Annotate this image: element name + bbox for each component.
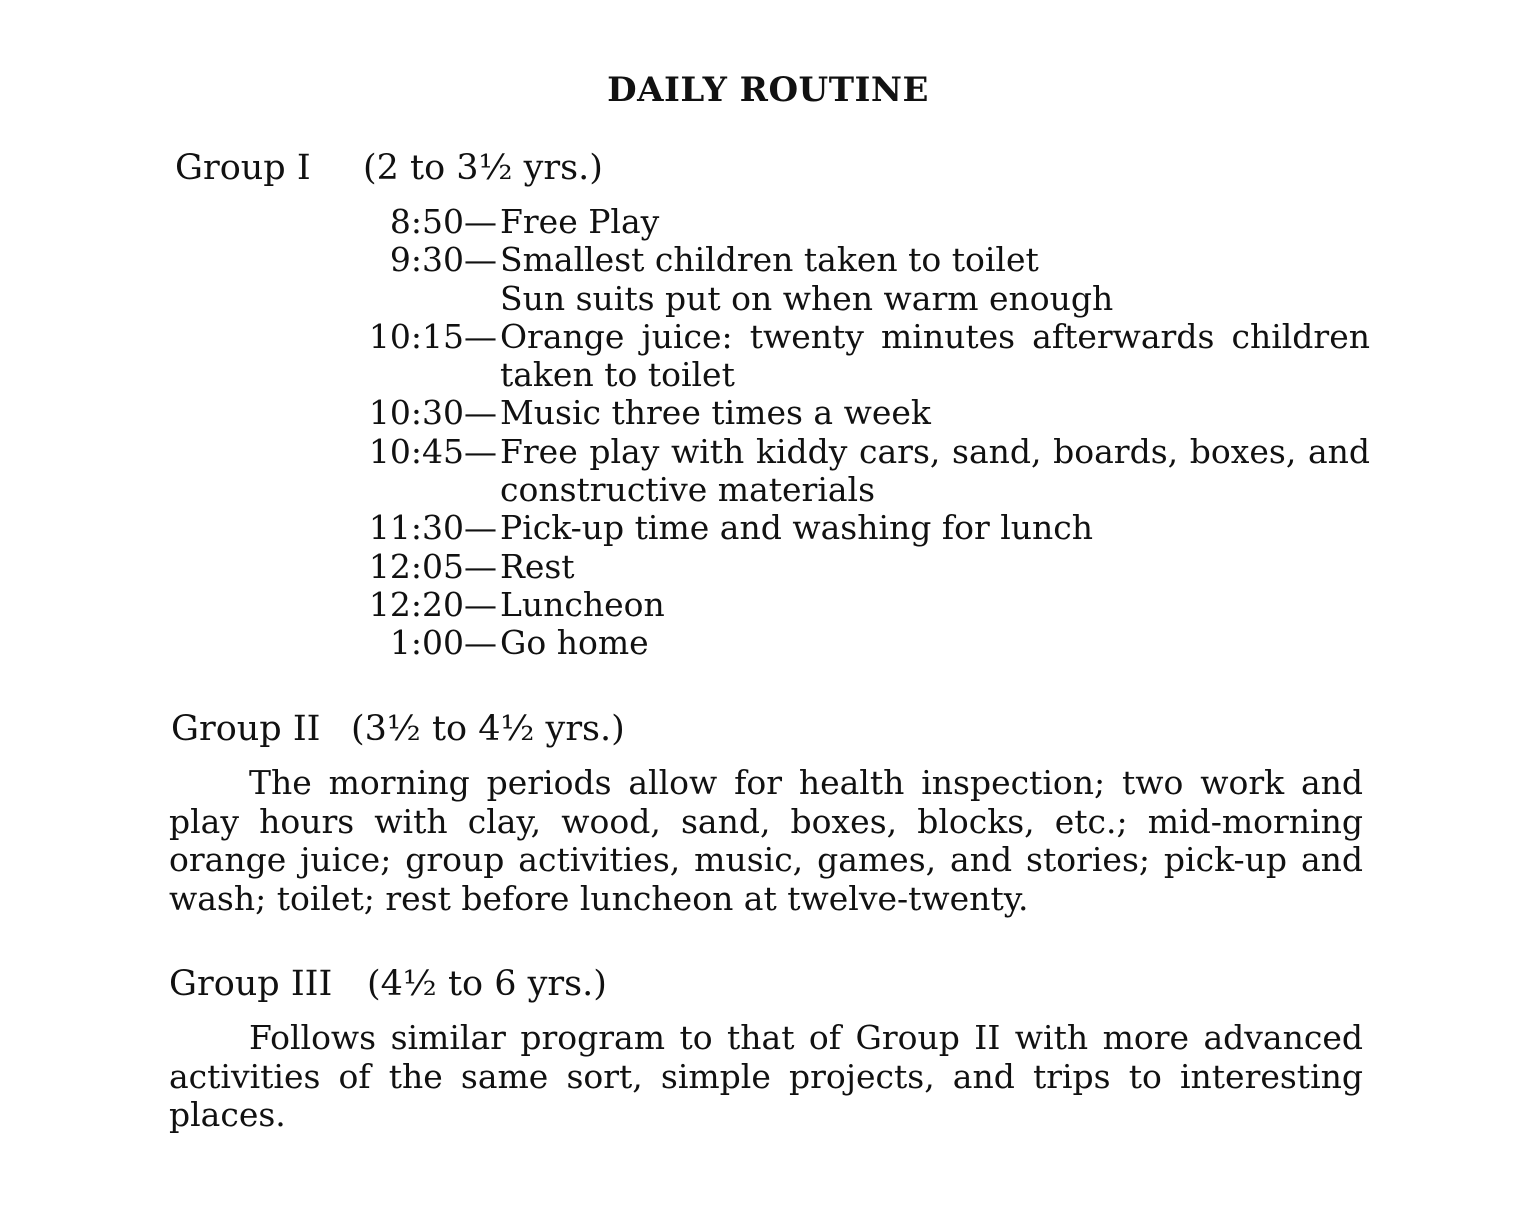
group-ii-description: The morning periods allow for health inspection; two work and play hours with clay, wood, sand, boxes, blocks, etc.; mid-morning orange juice; group activities, music, games, and stories; pick-up and wash; toilet; rest before luncheon at twelve-twenty. bbox=[169, 763, 1363, 918]
group-iii-heading bbox=[169, 964, 607, 1004]
group-ii-ages: (3½ to 4½ yrs.) bbox=[351, 709, 625, 749]
schedule-activity: Go home bbox=[500, 623, 649, 663]
schedule-entry: 10:30 — Music three times a week bbox=[360, 394, 1370, 432]
schedule-activity: Pick-up time and washing for lunch bbox=[500, 508, 1094, 548]
schedule-activity: Smallest children taken to toilet bbox=[500, 240, 1039, 280]
schedule-time: 12:05 bbox=[368, 546, 464, 586]
schedule-activity: Music three times a week bbox=[500, 393, 931, 433]
group-i-heading bbox=[175, 148, 603, 188]
schedule-time: 10:45 bbox=[368, 431, 464, 471]
schedule-activity: Rest bbox=[500, 546, 575, 586]
schedule-activity: Free Play bbox=[500, 202, 660, 241]
schedule-time: 8:50 bbox=[389, 202, 464, 241]
schedule-time: 1:00 bbox=[389, 623, 464, 663]
schedule-activity: Free play with kiddy cars, sand, boards, boxes, and constructive materials bbox=[500, 431, 1370, 510]
schedule-entry: 12:20 — Luncheon bbox=[360, 586, 1370, 624]
schedule-entry: 10:15 — Orange juice: twenty minutes afterwards children taken to toilet bbox=[360, 318, 1370, 395]
page-title: DAILY ROUTINE bbox=[607, 70, 929, 110]
group-i-name: Group I bbox=[175, 148, 311, 188]
schedule-activity-continuation: Sun suits put on when warm enough bbox=[500, 278, 1114, 318]
schedule-entry: 9:30 — Smallest children taken to toilet Sun suits put on when warm enough bbox=[360, 241, 1370, 318]
group-iii-name: Group III bbox=[169, 964, 333, 1004]
group-ii-heading bbox=[171, 709, 625, 749]
schedule-activity: Orange juice: twenty minutes afterwards children taken to toilet bbox=[500, 316, 1370, 395]
schedule-entry: 1:00 — Go home bbox=[360, 624, 1370, 662]
schedule-entry: 10:45 — Free play with kiddy cars, sand, boards, boxes, and constructive materials bbox=[360, 433, 1370, 510]
schedule-time: 10:30 bbox=[368, 393, 464, 433]
group-ii-name: Group II bbox=[171, 709, 321, 749]
schedule-entry: 8:50 — Free Play bbox=[360, 203, 1370, 241]
group-iii-description: Follows similar program to that of Group II with more advanced activities of the same sort, simple projects, and trips to interesting places. bbox=[169, 1018, 1363, 1134]
group-i-schedule bbox=[360, 203, 1370, 663]
schedule-entry: 11:30 — Pick-up time and washing for lunch bbox=[360, 509, 1370, 547]
schedule-time: 11:30 bbox=[368, 508, 464, 548]
schedule-entry: 12:05 — Rest bbox=[360, 548, 1370, 586]
schedule-activity: Luncheon bbox=[500, 584, 665, 624]
group-iii-ages: (4½ to 6 yrs.) bbox=[367, 964, 607, 1004]
schedule-time: 9:30 bbox=[389, 240, 464, 280]
group-i-ages: (2 to 3½ yrs.) bbox=[363, 148, 603, 188]
schedule-time: 12:20 bbox=[368, 584, 464, 624]
schedule-time: 10:15 bbox=[368, 316, 464, 356]
